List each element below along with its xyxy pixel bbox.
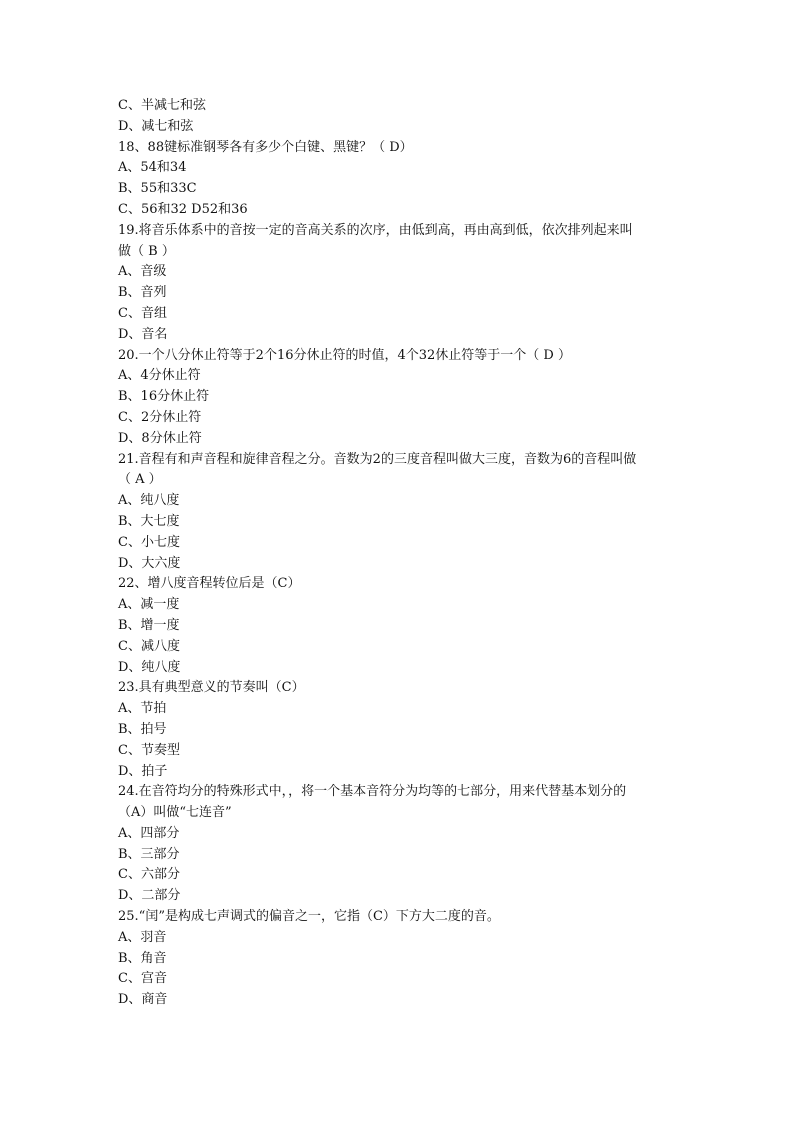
option-line: D、拍子 <box>118 763 168 779</box>
option-line: A、羽音 <box>118 929 167 945</box>
option-line: C、六部分 <box>118 867 180 883</box>
option-line: B、三部分 <box>118 846 180 862</box>
option-line: A、纯八度 <box>118 493 180 509</box>
question-line: 19.将音乐体系中的音按一定的音高关系的次序，由低到高，再由高到低，依次排列起来叫 <box>118 222 633 238</box>
option-line: B、音列 <box>118 285 167 301</box>
option-line: D、大六度 <box>118 555 181 571</box>
option-line: A、音级 <box>118 264 167 280</box>
option-line: B、55和33C <box>118 181 197 197</box>
question-line: 25.“闰”是构成七声调式的偏音之一，它指（C）下方大二度的音。 <box>118 909 500 925</box>
question-line: 23.具有典型意义的节奏叫（C） <box>118 680 305 696</box>
option-line: D、8分休止符 <box>118 430 202 446</box>
document-page <box>118 96 688 1011</box>
option-line: C、半减七和弦 <box>118 98 206 113</box>
option-line: D、音名 <box>118 326 168 342</box>
option-line: C、音组 <box>118 305 167 321</box>
question-line: 18、88键标准钢琴各有多少个白键、黑键？（ D） <box>118 139 413 155</box>
question-line: 24.在音符均分的特殊形式中，，将一个基本音符分为均等的七部分，用来代替基本划分的 <box>118 784 627 800</box>
option-line: A、54和34 <box>118 160 187 176</box>
question-line: 21.音程有和声音程和旋律音程之分。音数为2的三度音程叫做大三度，音数为6的音程叫做 <box>118 451 637 467</box>
option-line: D、减七和弦 <box>118 118 194 134</box>
option-line: C、宫音 <box>118 971 167 987</box>
question-line-continued: （ A ） <box>118 472 162 488</box>
question-line-continued: 做（ B ） <box>118 243 175 259</box>
option-line: C、减八度 <box>118 638 180 654</box>
option-line: B、16分休止符 <box>118 389 210 405</box>
option-line: A、减一度 <box>118 597 180 613</box>
question-line: 22、增八度音程转位后是（C） <box>118 576 301 592</box>
option-line: B、角音 <box>118 950 167 966</box>
option-line: C、2分休止符 <box>118 409 202 425</box>
option-line: A、4分休止符 <box>118 368 201 384</box>
option-line: B、拍号 <box>118 721 167 737</box>
question-line: 20.一个八分休止符等于2个16分休止符的时值，4个32休止符等于一个（ D ） <box>118 347 571 363</box>
option-line: B、大七度 <box>118 513 180 529</box>
option-line: A、四部分 <box>118 825 180 841</box>
option-line: D、纯八度 <box>118 659 181 675</box>
option-line: A、节拍 <box>118 701 167 717</box>
option-line: B、增一度 <box>118 617 180 633</box>
option-line: D、商音 <box>118 992 168 1008</box>
option-line: C、节奏型 <box>118 742 180 758</box>
question-line-continued: （A）叫做“七连音” <box>118 805 232 821</box>
option-line: C、小七度 <box>118 534 180 550</box>
option-line: C、56和32 D52和36 <box>118 201 248 217</box>
option-line: D、二部分 <box>118 888 181 904</box>
